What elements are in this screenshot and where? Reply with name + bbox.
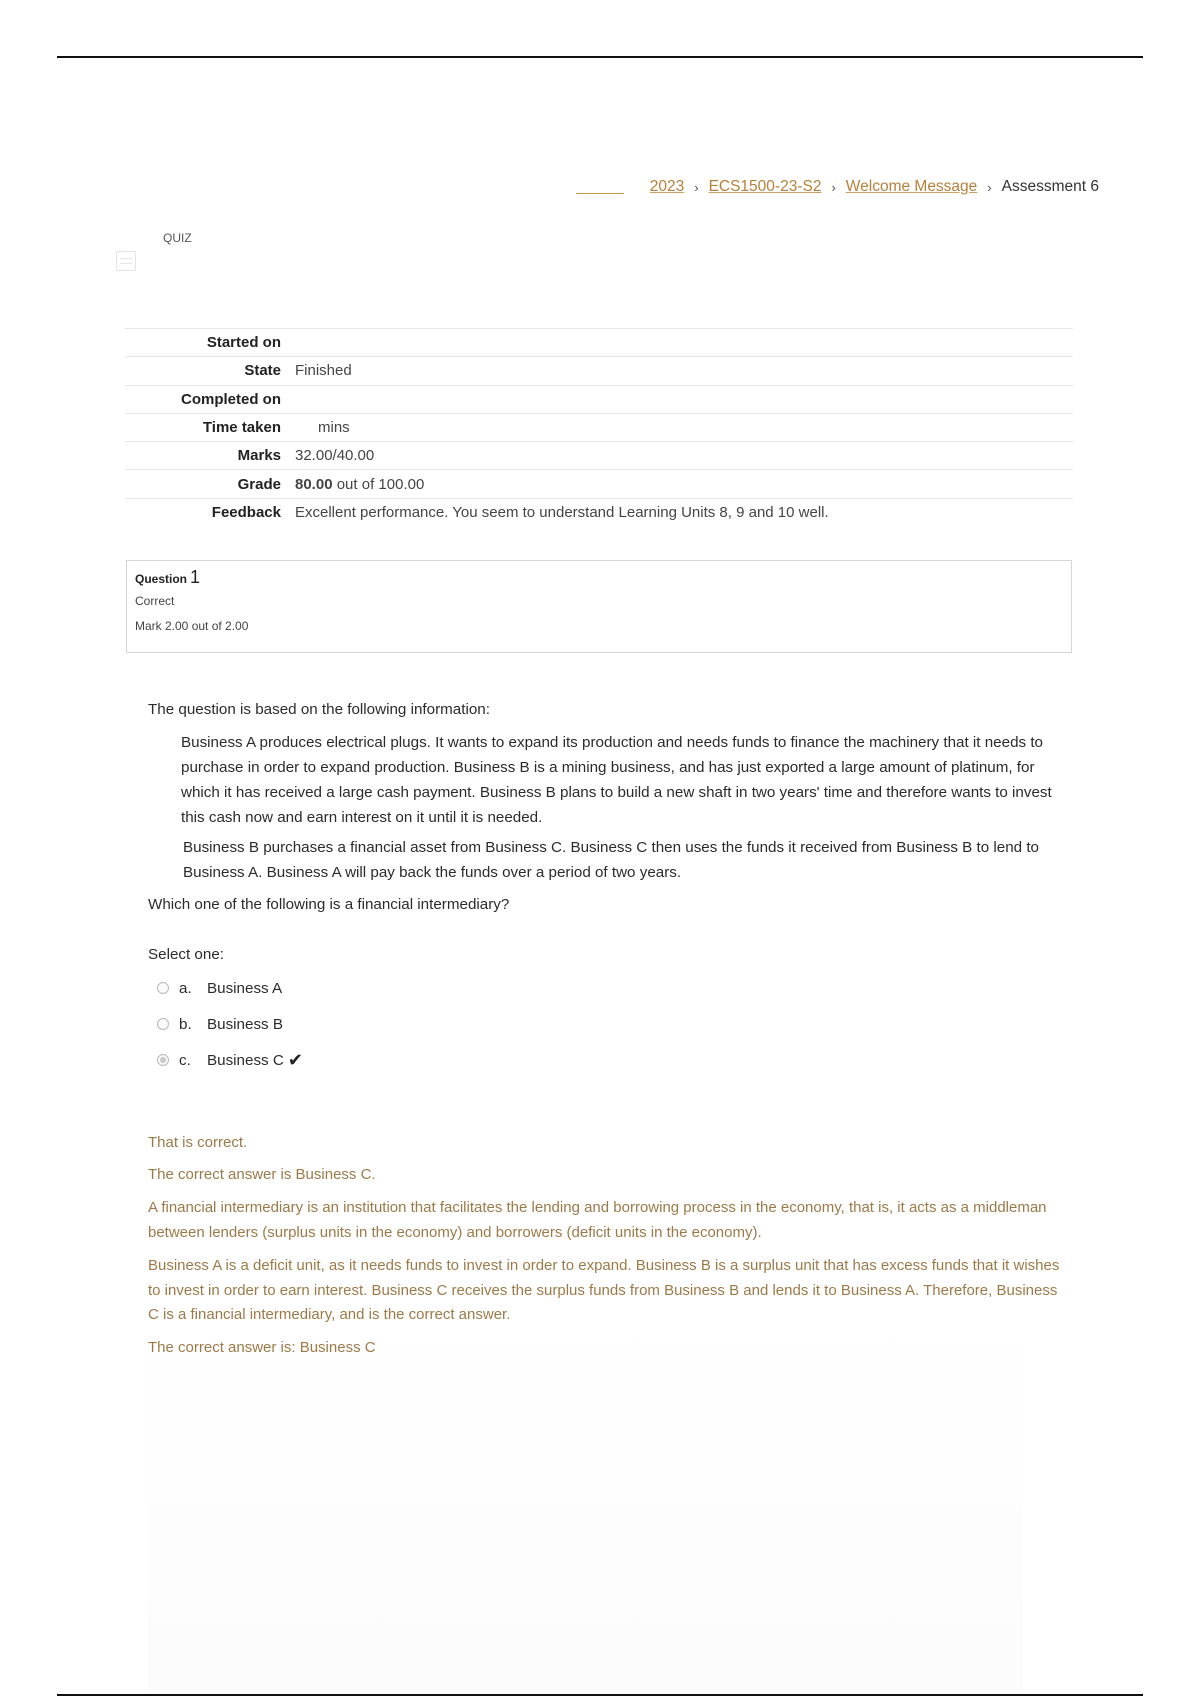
question-label: Question <box>135 572 188 586</box>
summary-label: Feedback <box>125 498 295 526</box>
radio-button-selected[interactable] <box>157 1054 169 1066</box>
summary-label: Started on <box>125 329 295 357</box>
summary-row-started <box>125 329 1073 357</box>
page-bottom-rule <box>57 1694 1143 1696</box>
breadcrumb-blank-link[interactable] <box>576 181 624 194</box>
answer-option-a[interactable] <box>157 970 303 1006</box>
right-answer: The correct answer is: Business C <box>148 1339 376 1356</box>
summary-label: State <box>125 357 295 385</box>
answer-letter: b. <box>179 1015 192 1033</box>
summary-label: Time taken <box>125 413 295 441</box>
breadcrumb-link-course[interactable]: ECS1500-23-S2 <box>708 178 822 195</box>
summary-value <box>295 470 1073 498</box>
question-mark: Mark 2.00 out of 2.00 <box>135 619 249 633</box>
page-top-rule <box>57 56 1143 58</box>
correct-answer-line: The correct answer is Business C. <box>148 1166 376 1183</box>
summary-row-time <box>125 413 1073 441</box>
breadcrumb <box>576 178 1099 196</box>
summary-value: Finished <box>295 357 1073 385</box>
answer-option-b[interactable] <box>157 1006 303 1042</box>
summary-row-state <box>125 357 1073 385</box>
attempt-summary-table <box>125 328 1073 527</box>
question-info-box <box>126 560 1072 653</box>
answer-text: Business B <box>207 1015 283 1033</box>
summary-value <box>295 329 1073 357</box>
summary-label: Completed on <box>125 385 295 413</box>
quiz-icon <box>116 251 136 271</box>
breadcrumb-link-year[interactable]: 2023 <box>649 178 685 195</box>
answer-text: Business C <box>207 1051 284 1069</box>
chevron-right-icon: › <box>987 179 992 195</box>
feedback-definition: A financial intermediary is an institution that facilitates the lending and borrowing process in the economy, that is, it acts as a middleman between lenders (surplus units in the economy) and borrowers (deficit units in the economy). <box>148 1199 1047 1241</box>
chevron-right-icon: › <box>694 179 699 195</box>
breadcrumb-current: Assessment 6 <box>1001 178 1099 195</box>
chevron-right-icon: › <box>831 179 836 195</box>
summary-row-feedback <box>125 498 1073 526</box>
question-number-value: 1 <box>190 567 201 587</box>
select-one-label: Select one: <box>148 946 224 963</box>
grade-score: 80.00 <box>295 475 333 493</box>
question-paragraph: Business A produces electrical plugs. It wants to expand its production and needs funds to finance the machinery that it needs to purchase in order to expand production. Business B is a mining business, and has just exported a large amount of platinum, for which it has received a large cash payment. Business B plans to build a new shaft in two years' time and therefore wants to invest this cash now and earn interest on it until it is needed. <box>181 734 1052 826</box>
answer-letter: a. <box>179 979 192 997</box>
radio-button[interactable] <box>157 982 169 994</box>
answer-options <box>157 970 303 1078</box>
correct-check-icon: ✔ <box>287 1049 303 1070</box>
summary-row-grade <box>125 470 1073 498</box>
answer-option-c[interactable] <box>157 1042 303 1078</box>
feedback-explanation: Business A is a deficit unit, as it needs funds to invest in order to expand. Business B is a surplus unit that has excess funds that it wishes to invest in order to earn interest. Business C receives the surplus funds from Business B and lends it to Business A. Therefore, Business C is a financial intermediary, and is the correct answer. <box>148 1257 1060 1323</box>
summary-label: Grade <box>125 470 295 498</box>
summary-value: 32.00/40.00 <box>295 442 1073 470</box>
answer-letter: c. <box>179 1051 191 1069</box>
question-paragraph: Business B purchases a financial asset from Business C. Business C then uses the funds it received from Business B to lend to Business A. Business A will pay back the funds over a period of two years. <box>183 839 1039 881</box>
summary-value <box>295 385 1073 413</box>
radio-button[interactable] <box>157 1018 169 1030</box>
summary-row-marks <box>125 442 1073 470</box>
summary-label: Marks <box>125 442 295 470</box>
answer-text: Business A <box>207 979 283 997</box>
question-state: Correct <box>135 594 175 608</box>
summary-value: Excellent performance. You seem to understand Learning Units 8, 9 and 10 well. <box>295 498 1073 526</box>
question-intro: The question is based on the following information: <box>148 701 490 718</box>
question-prompt: Which one of the following is a financial intermediary? <box>148 896 510 913</box>
summary-row-completed <box>125 385 1073 413</box>
general-feedback: That is correct. <box>148 1134 248 1151</box>
breadcrumb-link-section[interactable]: Welcome Message <box>845 178 978 195</box>
summary-value: mins <box>295 413 1073 441</box>
grade-suffix: out of 100.00 <box>336 475 425 493</box>
activity-type-label: QUIZ <box>163 231 192 245</box>
question-number <box>135 567 1063 588</box>
